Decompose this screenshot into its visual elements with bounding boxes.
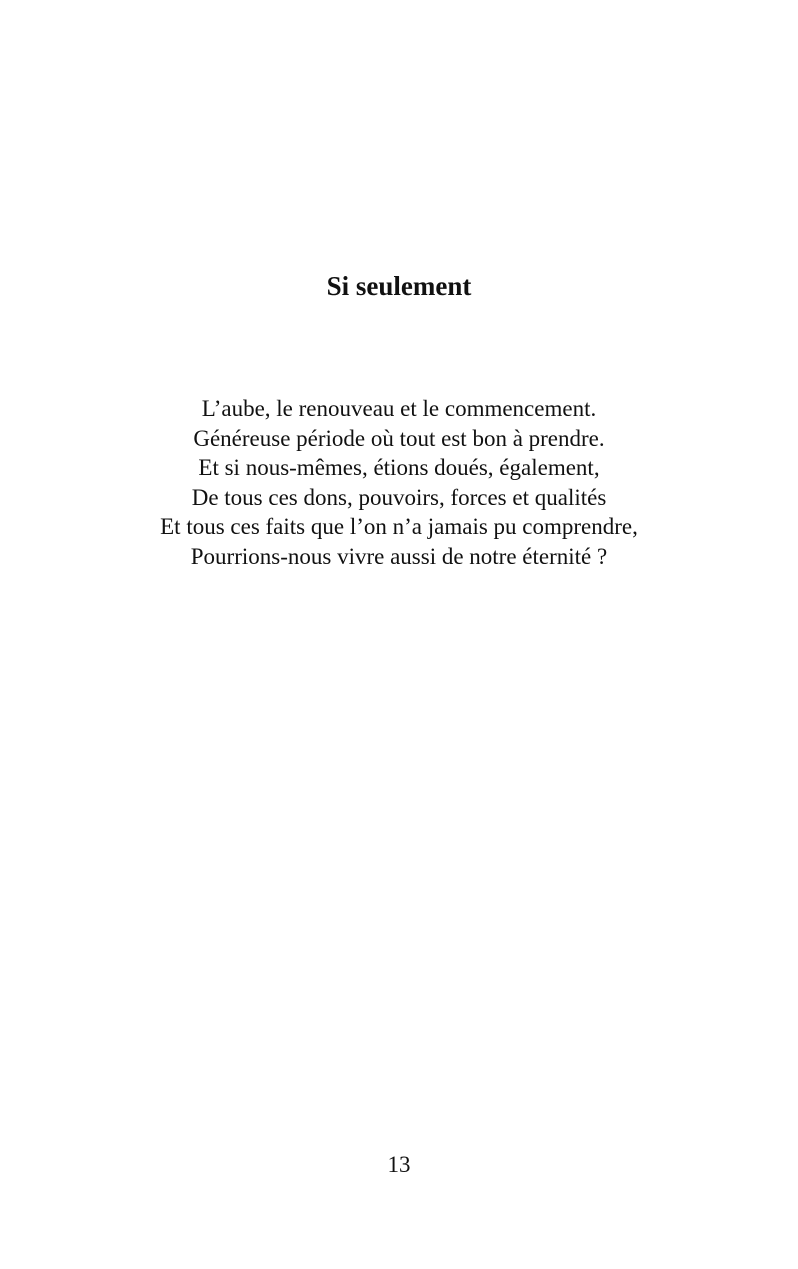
verse-line: Pourrions-nous vivre aussi de notre éternité ? [190, 543, 608, 569]
poem-title: Si seulement [326, 271, 472, 301]
poem-stanza [0, 394, 798, 572]
verse-line: Généreuse période où tout est bon à prendre. [193, 425, 605, 451]
verse-line: Et tous ces faits que l’on n’a jamais pu comprendre, [160, 514, 638, 540]
verse-line: De tous ces dons, pouvoirs, forces et qualités [191, 484, 607, 510]
verse-line: Et si nous-mêmes, étions doués, également, [198, 455, 600, 481]
verse-line: L’aube, le renouveau et le commencement. [201, 396, 597, 421]
page-number: 13 [387, 1152, 411, 1177]
